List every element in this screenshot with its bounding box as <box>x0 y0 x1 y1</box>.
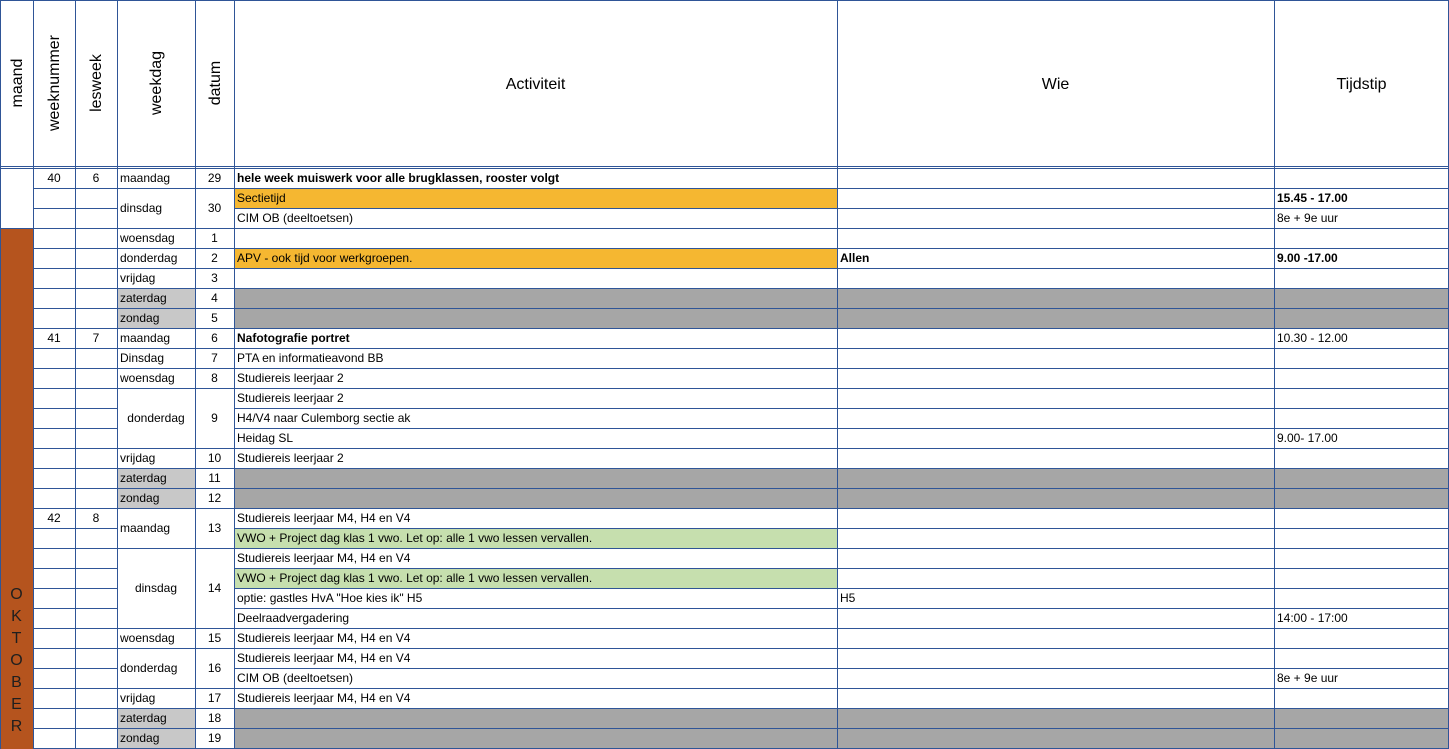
weekday-cell: vrijdag <box>120 271 156 285</box>
tijdstip-cell <box>1274 308 1449 328</box>
row-line <box>33 528 117 529</box>
row-line <box>33 488 117 489</box>
date-cell: 9 <box>211 411 218 425</box>
activity-cell <box>234 728 837 748</box>
row-line <box>117 308 234 309</box>
date-cell: 15 <box>207 631 222 645</box>
tijdstip-cell <box>1274 468 1449 488</box>
row-line <box>234 408 1449 409</box>
date-cell: 13 <box>207 521 222 535</box>
row-line <box>33 628 117 629</box>
row-line <box>117 628 234 629</box>
row-line <box>234 448 1449 449</box>
row-line <box>33 668 117 669</box>
row-line <box>33 508 117 509</box>
tijdstip-cell <box>1274 508 1449 528</box>
wie-cell <box>837 388 1274 408</box>
activity-cell: Studiereis leerjaar M4, H4 en V4 <box>237 511 411 525</box>
row-line <box>33 188 117 189</box>
row-line <box>117 648 234 649</box>
row-line <box>117 688 234 689</box>
wie-cell <box>837 548 1274 568</box>
date-cell: 5 <box>211 311 218 325</box>
tijdstip-cell <box>1274 288 1449 308</box>
weekday-cell: dinsdag <box>120 201 163 215</box>
wie-cell: Allen <box>840 251 870 265</box>
date-cell: 16 <box>207 661 222 675</box>
wie-cell <box>837 508 1274 528</box>
activity-cell <box>234 468 837 488</box>
row-line <box>33 388 117 389</box>
month-letter: B <box>11 674 22 691</box>
header-bottom-border <box>0 166 1449 167</box>
row-line <box>117 548 234 549</box>
row-line <box>234 348 1449 349</box>
date-cell: 30 <box>207 201 222 215</box>
weekday-cell: woensdag <box>120 231 175 245</box>
month-letter: K <box>11 608 22 625</box>
row-line <box>234 188 1449 189</box>
date-cell: 8 <box>211 371 218 385</box>
row-line <box>234 688 1449 689</box>
row-line <box>234 368 1449 369</box>
wie-cell <box>837 448 1274 468</box>
weekday-cell: dinsdag <box>134 581 178 595</box>
row-line <box>234 228 1449 229</box>
row-line <box>234 588 1449 589</box>
tijdstip-cell <box>1274 228 1449 248</box>
activity-cell <box>234 488 837 508</box>
row-line <box>234 528 1449 529</box>
weekday-cell: woensdag <box>120 631 175 645</box>
wie-cell <box>837 528 1274 548</box>
tijdstip-cell <box>1274 568 1449 588</box>
row-line <box>234 708 1449 709</box>
row-line <box>234 388 1449 389</box>
row-line <box>33 548 117 549</box>
activity-cell: Deelraadvergadering <box>237 611 350 625</box>
header-weekdag: weekdag <box>148 50 165 116</box>
date-cell: 1 <box>211 231 218 245</box>
header-weeknummer: weeknummer <box>46 34 63 132</box>
activity-cell: Studiereis leerjaar M4, H4 en V4 <box>237 651 411 665</box>
row-line <box>33 428 117 429</box>
lesweek-number: 8 <box>92 511 100 525</box>
row-line <box>117 348 234 349</box>
wie-cell <box>837 308 1274 328</box>
activity-cell: Studiereis leerjaar M4, H4 en V4 <box>237 551 411 565</box>
wie-cell <box>837 268 1274 288</box>
weekday-cell: maandag <box>120 171 171 185</box>
tijdstip-cell: 8e + 9e uur <box>1277 671 1339 685</box>
row-line <box>33 408 117 409</box>
activity-cell: PTA en informatieavond BB <box>237 351 384 365</box>
row-line <box>234 508 1449 509</box>
week-number: 40 <box>47 171 61 185</box>
header-maand: maand <box>8 58 26 108</box>
tijdstip-cell <box>1274 408 1449 428</box>
tijdstip-cell: 14:00 - 17:00 <box>1277 611 1348 625</box>
activity-cell: Studiereis leerjaar M4, H4 en V4 <box>237 691 411 705</box>
row-line <box>117 508 234 509</box>
tijdstip-cell <box>1274 688 1449 708</box>
date-cell: 10 <box>207 451 222 465</box>
tijdstip-cell: 8e + 9e uur <box>1277 211 1339 225</box>
row-line <box>33 288 117 289</box>
tijdstip-cell <box>1274 648 1449 668</box>
activity-cell: Studiereis leerjaar 2 <box>237 371 344 385</box>
activity-cell: VWO + Project dag klas 1 vwo. Let op: alle 1 vwo lessen vervallen. <box>234 568 837 588</box>
grid-line <box>117 0 118 749</box>
header-tijdstip: Tijdstip <box>1336 76 1387 93</box>
row-line <box>117 248 234 249</box>
header-activiteit: Activiteit <box>505 76 566 93</box>
header-wie: Wie <box>1041 76 1070 93</box>
date-cell: 19 <box>207 731 222 745</box>
row-line <box>234 468 1449 469</box>
header-bottom-border <box>0 168 1449 169</box>
activity-cell: optie: gastles HvA "Hoe kies ik" H5 <box>237 591 423 605</box>
grid-line <box>837 0 838 749</box>
date-cell: 3 <box>211 271 218 285</box>
wie-cell <box>837 228 1274 248</box>
grid-line <box>234 0 235 749</box>
tijdstip-cell <box>1274 168 1449 188</box>
lesweek-number: 6 <box>92 171 100 185</box>
wie-cell <box>837 408 1274 428</box>
tijdstip-cell <box>1274 548 1449 568</box>
tijdstip-cell <box>1274 368 1449 388</box>
wie-cell: H5 <box>840 591 856 605</box>
activity-cell <box>234 268 837 288</box>
row-line <box>117 228 234 229</box>
row-line <box>234 488 1449 489</box>
tijdstip-cell: 9.00 -17.00 <box>1277 251 1338 265</box>
row-line <box>33 728 117 729</box>
row-line <box>33 208 117 209</box>
wie-cell <box>837 168 1274 188</box>
row-line <box>234 668 1449 669</box>
row-line <box>234 568 1449 569</box>
tijdstip-cell: 10.30 - 12.00 <box>1277 331 1348 345</box>
grid-line <box>33 0 34 749</box>
activity-cell: APV - ook tijd voor werkgroepen. <box>234 248 837 268</box>
wie-cell <box>837 368 1274 388</box>
weekday-cell: donderdag <box>120 251 178 265</box>
weekday-cell: Dinsdag <box>120 351 165 365</box>
wie-cell <box>837 728 1274 748</box>
activity-cell <box>234 708 837 728</box>
tijdstip-cell <box>1274 708 1449 728</box>
weekday-cell: zondag <box>117 308 195 328</box>
weekday-cell: donderdag <box>120 661 178 675</box>
row-line <box>33 568 117 569</box>
row-line <box>234 268 1449 269</box>
row-line <box>117 488 234 489</box>
date-cell: 7 <box>211 351 218 365</box>
wie-cell <box>837 568 1274 588</box>
activity-cell: CIM OB (deeltoetsen) <box>237 211 354 225</box>
row-line <box>33 708 117 709</box>
weekday-cell: maandag <box>120 331 171 345</box>
date-cell: 17 <box>207 691 222 705</box>
activity-cell: Studiereis leerjaar M4, H4 en V4 <box>237 631 411 645</box>
tijdstip-cell: 9.00- 17.00 <box>1277 431 1338 445</box>
activity-cell <box>234 308 837 328</box>
activity-cell: Sectietijd <box>234 188 837 208</box>
activity-cell: Studiereis leerjaar 2 <box>237 451 344 465</box>
grid-line <box>75 0 76 749</box>
wie-cell <box>837 608 1274 628</box>
tijdstip-cell <box>1274 388 1449 408</box>
wie-cell <box>837 688 1274 708</box>
month-band <box>0 228 33 749</box>
date-cell: 29 <box>207 171 222 185</box>
row-line <box>33 268 117 269</box>
tijdstip-cell <box>1274 448 1449 468</box>
row-line <box>234 428 1449 429</box>
weekday-cell: zaterdag <box>117 288 195 308</box>
date-cell: 18 <box>207 711 222 725</box>
wie-cell <box>837 288 1274 308</box>
row-line <box>117 368 234 369</box>
week-number: 42 <box>47 511 61 525</box>
month-letter: T <box>11 630 22 647</box>
row-line <box>33 588 117 589</box>
grid-line <box>195 0 196 749</box>
left-border <box>0 0 1 749</box>
row-line <box>117 728 234 729</box>
wie-cell <box>837 328 1274 348</box>
weekday-cell: maandag <box>120 521 171 535</box>
row-line <box>33 328 117 329</box>
weekday-cell: zaterdag <box>117 468 195 488</box>
row-line <box>234 288 1449 289</box>
row-line <box>234 208 1449 209</box>
header-datum: datum <box>206 60 224 106</box>
weekday-cell: woensdag <box>120 371 175 385</box>
activity-cell: hele week muiswerk voor alle brugklassen, rooster volgt <box>237 171 560 185</box>
month-letter: O <box>10 652 23 669</box>
wie-cell <box>837 488 1274 508</box>
wie-cell <box>837 348 1274 368</box>
date-cell: 2 <box>211 251 218 265</box>
row-line <box>234 328 1449 329</box>
tijdstip-cell <box>1274 728 1449 748</box>
row-line <box>117 288 234 289</box>
wie-cell <box>837 628 1274 648</box>
tijdstip-cell <box>1274 628 1449 648</box>
date-cell: 4 <box>211 291 218 305</box>
month-letter: R <box>10 718 23 735</box>
row-line <box>117 388 234 389</box>
wie-cell <box>837 188 1274 208</box>
row-line <box>117 188 234 189</box>
row-line <box>33 648 117 649</box>
weekday-cell: zondag <box>117 488 195 508</box>
row-line <box>234 608 1449 609</box>
activity-cell <box>234 288 837 308</box>
activity-cell: VWO + Project dag klas 1 vwo. Let op: alle 1 vwo lessen vervallen. <box>234 528 837 548</box>
row-line <box>117 468 234 469</box>
row-line <box>234 628 1449 629</box>
wie-cell <box>837 208 1274 228</box>
tijdstip-cell: 15.45 - 17.00 <box>1277 191 1348 205</box>
date-cell: 12 <box>207 491 222 505</box>
tijdstip-cell <box>1274 268 1449 288</box>
activity-cell: CIM OB (deeltoetsen) <box>237 671 354 685</box>
row-line <box>234 548 1449 549</box>
date-cell: 14 <box>207 581 222 595</box>
row-line <box>33 688 117 689</box>
row-line <box>234 728 1449 729</box>
week-number: 41 <box>47 331 61 345</box>
tijdstip-cell <box>1274 528 1449 548</box>
row-line <box>33 248 117 249</box>
wie-cell <box>837 708 1274 728</box>
wie-cell <box>837 428 1274 448</box>
row-line <box>117 268 234 269</box>
top-border <box>0 0 1449 1</box>
activity-cell: H4/V4 naar Culemborg sectie ak <box>237 411 411 425</box>
month-letter: O <box>10 586 23 603</box>
tijdstip-cell <box>1274 348 1449 368</box>
activity-cell <box>234 228 837 248</box>
date-cell: 11 <box>208 471 221 485</box>
row-line <box>234 308 1449 309</box>
row-line <box>0 228 117 229</box>
lesweek-number: 7 <box>92 331 100 345</box>
weekday-cell: zaterdag <box>117 708 195 728</box>
weekday-cell: donderdag <box>127 411 185 425</box>
row-line <box>234 248 1449 249</box>
wie-cell <box>837 468 1274 488</box>
weekday-cell: vrijdag <box>120 691 156 705</box>
activity-cell: Nafotografie portret <box>237 331 350 345</box>
weekday-cell: vrijdag <box>120 451 156 465</box>
row-line <box>117 328 234 329</box>
row-line <box>33 448 117 449</box>
grid-line <box>1274 0 1275 749</box>
row-line <box>33 368 117 369</box>
weekday-cell: zondag <box>117 728 195 748</box>
row-line <box>117 448 234 449</box>
activity-cell: Heidag SL <box>237 431 294 445</box>
activity-cell: Studiereis leerjaar 2 <box>237 391 344 405</box>
wie-cell <box>837 668 1274 688</box>
row-line <box>33 348 117 349</box>
row-line <box>33 308 117 309</box>
month-letter: E <box>11 696 22 713</box>
row-line <box>33 468 117 469</box>
row-line <box>117 708 234 709</box>
wie-cell <box>837 648 1274 668</box>
tijdstip-cell <box>1274 588 1449 608</box>
tijdstip-cell <box>1274 488 1449 508</box>
row-line <box>234 648 1449 649</box>
header-lesweek: lesweek <box>88 54 105 112</box>
row-line <box>33 608 117 609</box>
date-cell: 6 <box>211 331 218 345</box>
